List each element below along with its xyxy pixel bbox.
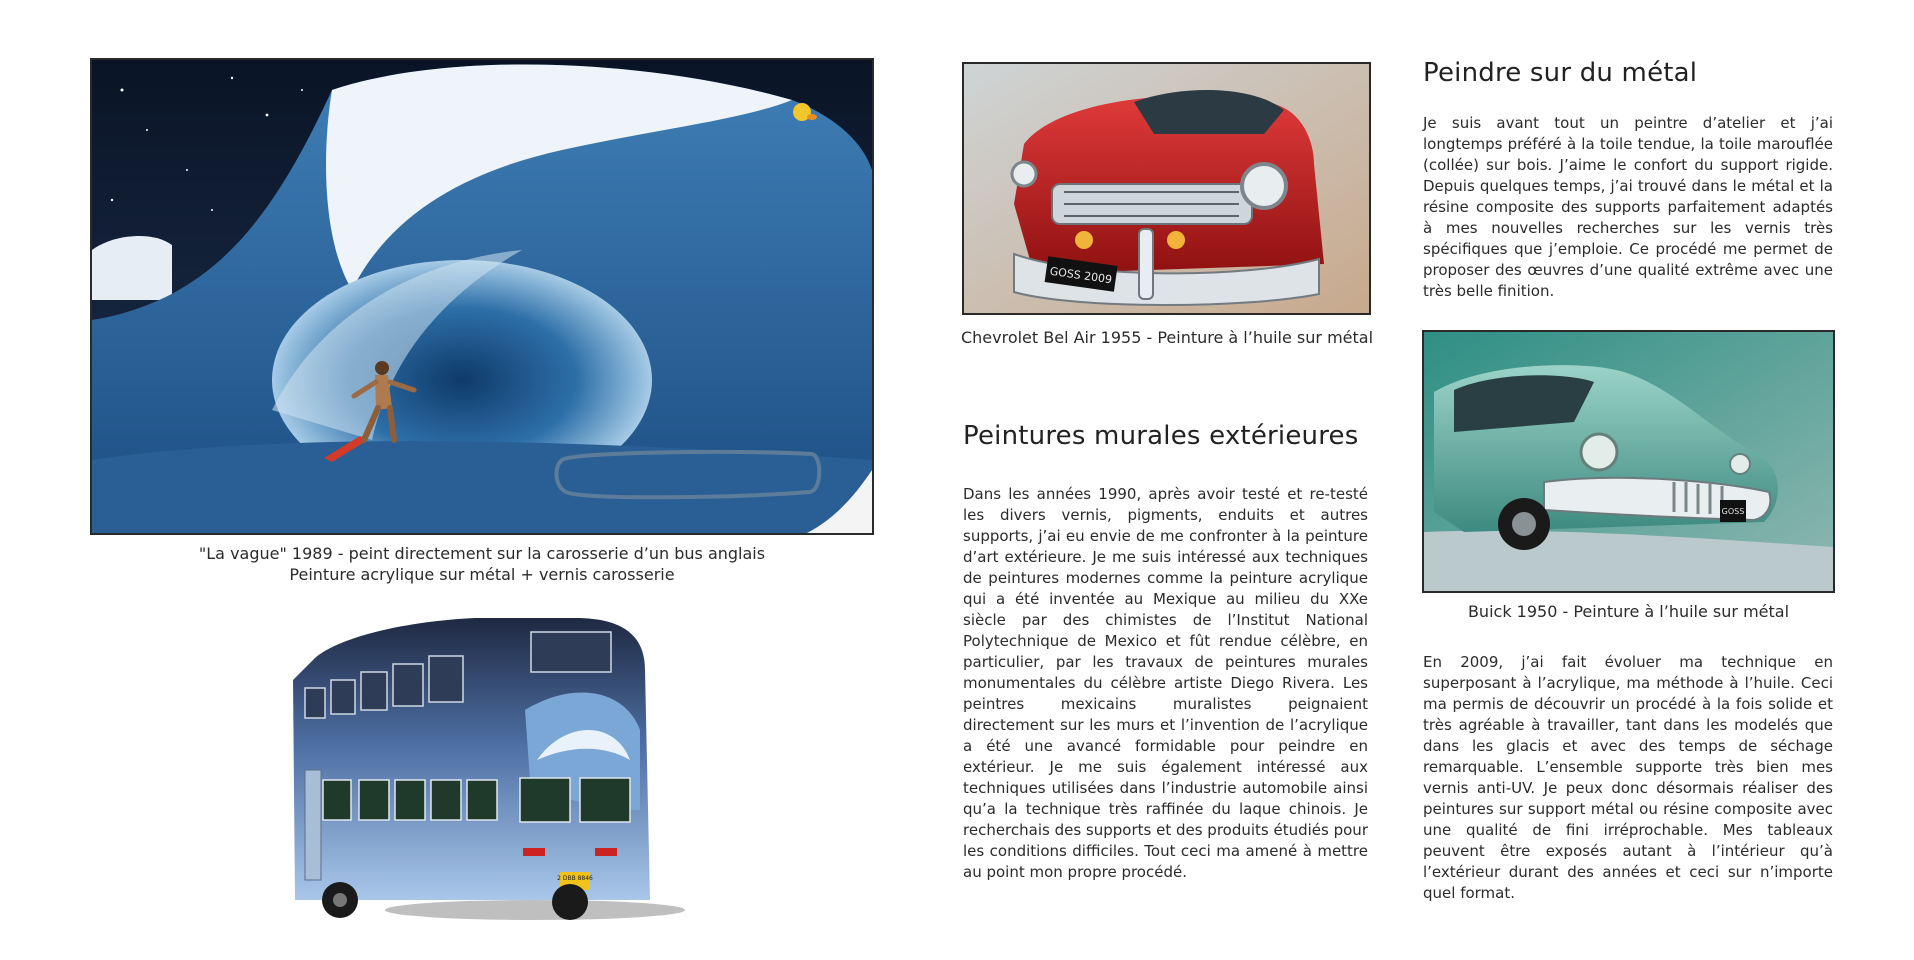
wave-caption-line-1: "La vague" 1989 - peint directement sur la carosserie d’un bus anglais — [198, 544, 766, 563]
bus-photo — [275, 610, 695, 930]
wave-painting — [90, 58, 874, 535]
chevrolet-plate-text: GOSS 2009 — [1048, 264, 1113, 287]
wave-caption-line-2: Peinture acrylique sur métal + vernis carosserie — [289, 565, 675, 584]
murals-heading: Peintures murales extérieures — [963, 421, 1359, 451]
wave-painting-caption — [90, 543, 874, 585]
buick-caption: Buick 1950 - Peinture à l’huile sur métal — [1467, 602, 1790, 621]
chevrolet-image — [964, 64, 1369, 313]
buick-image — [1424, 332, 1833, 591]
chevrolet-caption: Chevrolet Bel Air 1955 - Peinture à l’huile sur métal — [960, 328, 1374, 347]
bus-plate-text: 2 DBB 8846 — [557, 875, 593, 882]
murals-paragraph: Dans les années 1990, après avoir testé et re-testé les divers vernis, pigments, enduits et autres supports, j’ai eu envie de me confronter à la peinture d’art extérieure. Je me suis intéressé aux techniques de peintures modernes comme la peinture acrylique qui a été inventée au Mexique au milieu du XXe siècle par des chimistes de l’Institut National Polytechnique de Mexico et fût rendue célèbre, en particulier, par les travaux de peintures murales monumentales du célèbre artiste Diego Rivera. Les peintres mexicains muralistes peignaient directement sur les murs et l’invention de l’acrylique a été une avancé formidable pour peindre en extérieur. Je me suis également intéressé aux techniques utilisées dans l’industrie automobile ainsi qu’a la technique très raffinée du laque chinois. Je recherchais des supports et des produits étudiés pour les conditions difficiles. Tout ceci ma amené à mettre au point mon propre procédé. — [963, 485, 1368, 881]
buick-plate-text: GOSS — [1721, 507, 1745, 516]
bus-image — [275, 610, 695, 930]
chevrolet-painting — [962, 62, 1371, 315]
metal-heading: Peindre sur du métal — [1423, 58, 1698, 88]
metal-paragraph-1: Je suis avant tout un peintre d’atelier et j’ai longtemps préféré à la toile tendue, la toile marouflée (collée) sur bois. J’aime le confort du support rigide. Depuis quelques temps, j’ai trouvé dans le métal et la résine composite des supports parfaitement adaptés à mes nouvelles recherches sur les vernis très spécifiques que j’emploie. Ce procédé me permet de proposer des œuvres d’une qualité extrême avec une très belle finition. — [1423, 114, 1833, 300]
metal-paragraph-2: En 2009, j’ai fait évoluer ma technique en superposant à l’acrylique, ma méthode à l’huile. Ceci ma permis de découvrir un procédé à la fois solide et très agréable à travailler, tant dans les modelés que dans les glacis et avec des temps de séchage remarquable. L’ensemble supporte très bien mes vernis anti-UV. Je peux donc désormais réaliser des peintures sur support métal ou résine composite avec une qualité de fini irréprochable. Mes tableaux peuvent être exposés autant à l’intérieur qu’à l’extérieur durant des années et ceci sur n’importe quel format. — [1423, 653, 1833, 902]
buick-painting — [1422, 330, 1835, 593]
wave-painting-image — [92, 60, 872, 533]
